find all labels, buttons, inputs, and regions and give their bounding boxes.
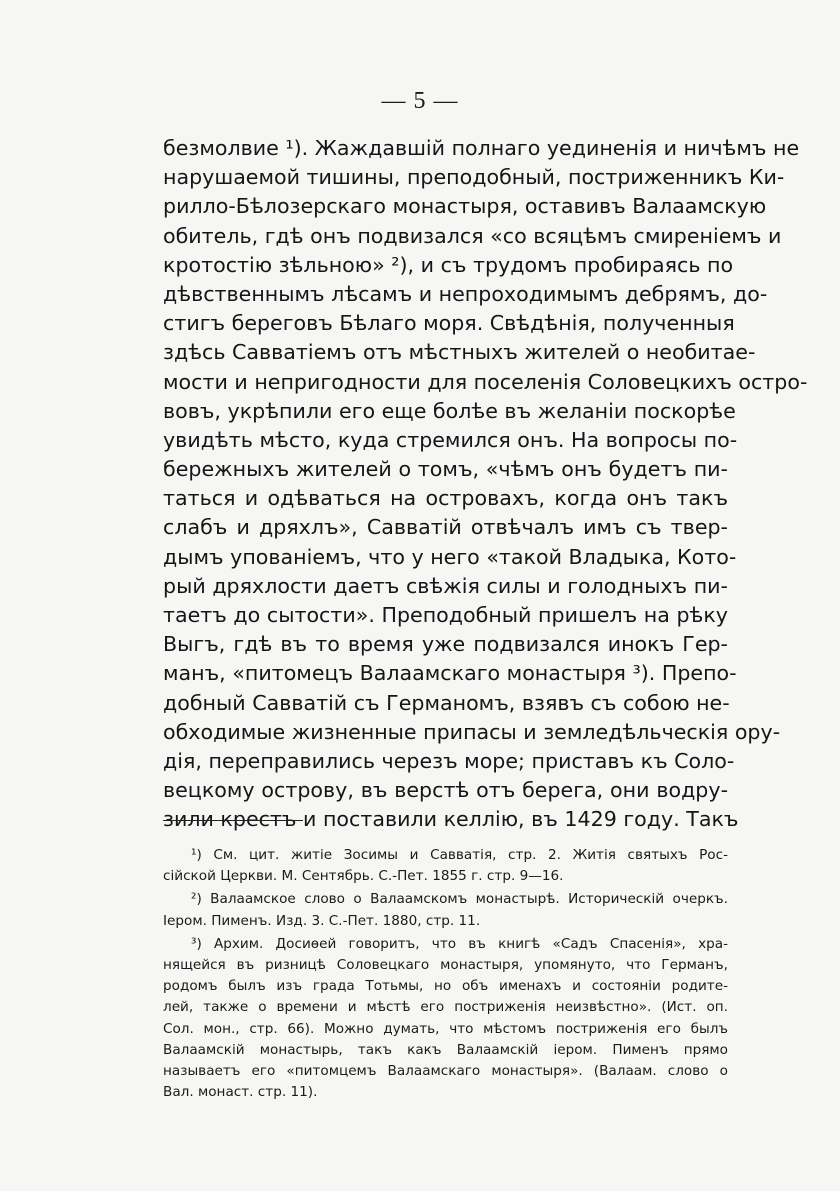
text-line: дія, переправились черезъ море; приставъ къ Соло- xyxy=(163,748,735,773)
page-number: — 5 — xyxy=(381,88,459,114)
text-line: увидѣть мѣсто, куда стремился онъ. На вопросы по- xyxy=(163,427,738,452)
text-line: вецкому острову, въ верстѣ отъ берега, они водру- xyxy=(163,778,728,803)
footnote-line: лей, также о времени и мѣстѣ его постриженія неизвѣстно». (Ист. оп. xyxy=(163,999,728,1016)
text-line: зили крестъ и поставили келлію, въ 1429 году. Такъ xyxy=(163,807,739,832)
footnote-divider xyxy=(163,820,303,821)
footnote-line: Валаамскій монастырь, такъ какъ Валаамскій іером. Пименъ прямо xyxy=(163,1041,728,1058)
text-line: рый дряхлости даетъ свѣжія силы и голодныхъ пи- xyxy=(163,573,728,598)
text-line: дымъ упованіемъ, что у него «такой Владыка, Кото- xyxy=(163,544,737,569)
footnote-line: Сол. мон., стр. 66). Можно думать, что мѣстомъ постриженія его былъ xyxy=(163,1020,728,1037)
text-line: рилло-Бѣлозерскаго монастыря, оставивъ Валаамскую xyxy=(163,194,767,219)
text-line: кротостію зѣльною» ²), и съ трудомъ пробираясь по xyxy=(163,252,734,277)
text-line: таться и одѣваться на островахъ, когда онъ такъ xyxy=(163,486,728,511)
text-line: добный Савватій съ Германомъ, взявъ съ собою не- xyxy=(163,690,730,715)
text-line: стигъ береговъ Бѣлаго моря. Свѣдѣнія, полученныя xyxy=(163,311,735,336)
main-text xyxy=(163,134,808,835)
text-line: манъ, «питомецъ Валаамскаго монастыря ³). Препо- xyxy=(163,661,737,686)
text-line: мости и непригодности для поселенія Соловецкихъ остро- xyxy=(163,369,808,394)
footnote-line: ¹) См. цит. житіе Зосимы и Савватія, стр. 2. Житія святыхъ Рос- xyxy=(191,847,728,863)
footnote-line: ²) Валаамское слово о Валаамскомъ монастырѣ. Историческій очеркъ. xyxy=(191,891,728,908)
text-line: слабъ и дряхлъ», Савватій отвѣчалъ имъ съ твер- xyxy=(163,515,728,540)
footnote-line: родомъ былъ изъ града Тотьмы, но объ именахъ и состояніи родите- xyxy=(163,978,728,995)
footnote-3 xyxy=(163,934,728,1104)
text-line: обходимые жизненные припасы и земледѣльческія ору- xyxy=(163,719,781,744)
footnotes xyxy=(163,845,728,1103)
footnote-line: ³) Архим. Досиѳей говоритъ, что въ книгѣ «Садъ Спасенія», хра- xyxy=(191,935,728,952)
text-line: бережныхъ жителей о томъ, «чѣмъ онъ будетъ пи- xyxy=(163,457,728,482)
text-line: вовъ, укрѣпили его еще болѣе въ желаніи поскорѣе xyxy=(163,398,736,423)
text-line: таетъ до сытости». Преподобный пришелъ на рѣку xyxy=(163,603,728,627)
text-line: безмолвие ¹). Жаждавшій полнаго уединенія и ничѣмъ не xyxy=(163,136,800,160)
text-line: Выгъ, гдѣ въ то время уже подвизался инокъ Гер- xyxy=(163,632,728,657)
footnote-line: нящейся въ ризницѣ Соловецкаго монастыря, упомянуто, что Германъ, xyxy=(163,956,728,973)
text-line: здѣсь Савватіемъ отъ мѣстныхъ жителей о необитае- xyxy=(163,340,756,365)
text-line: дѣвственнымъ лѣсамъ и непроходимымъ дебрямъ, до- xyxy=(163,281,768,306)
text-line: нарушаемой тишины, преподобный, постриженникъ Ки- xyxy=(163,165,785,190)
footnote-line: сійской Церкви. М. Сентябрь. С.-Пет. 1855 г. стр. 9—16. xyxy=(163,868,564,885)
footnote-line: Вал. монаст. стр. 11). xyxy=(163,1084,318,1101)
footnote-line: называетъ его «питомцемъ Валаамскаго монастыря». (Валаам. слово о xyxy=(163,1062,728,1079)
text-line: обитель, гдѣ онъ подвизался «со всяцѣмъ смиреніемъ и xyxy=(163,223,782,248)
footnote-line: Іером. Пименъ. Изд. 3. С.-Пет. 1880, стр. 11. xyxy=(163,912,481,929)
footnote-2 xyxy=(163,889,728,931)
footnote-1 xyxy=(163,845,728,887)
